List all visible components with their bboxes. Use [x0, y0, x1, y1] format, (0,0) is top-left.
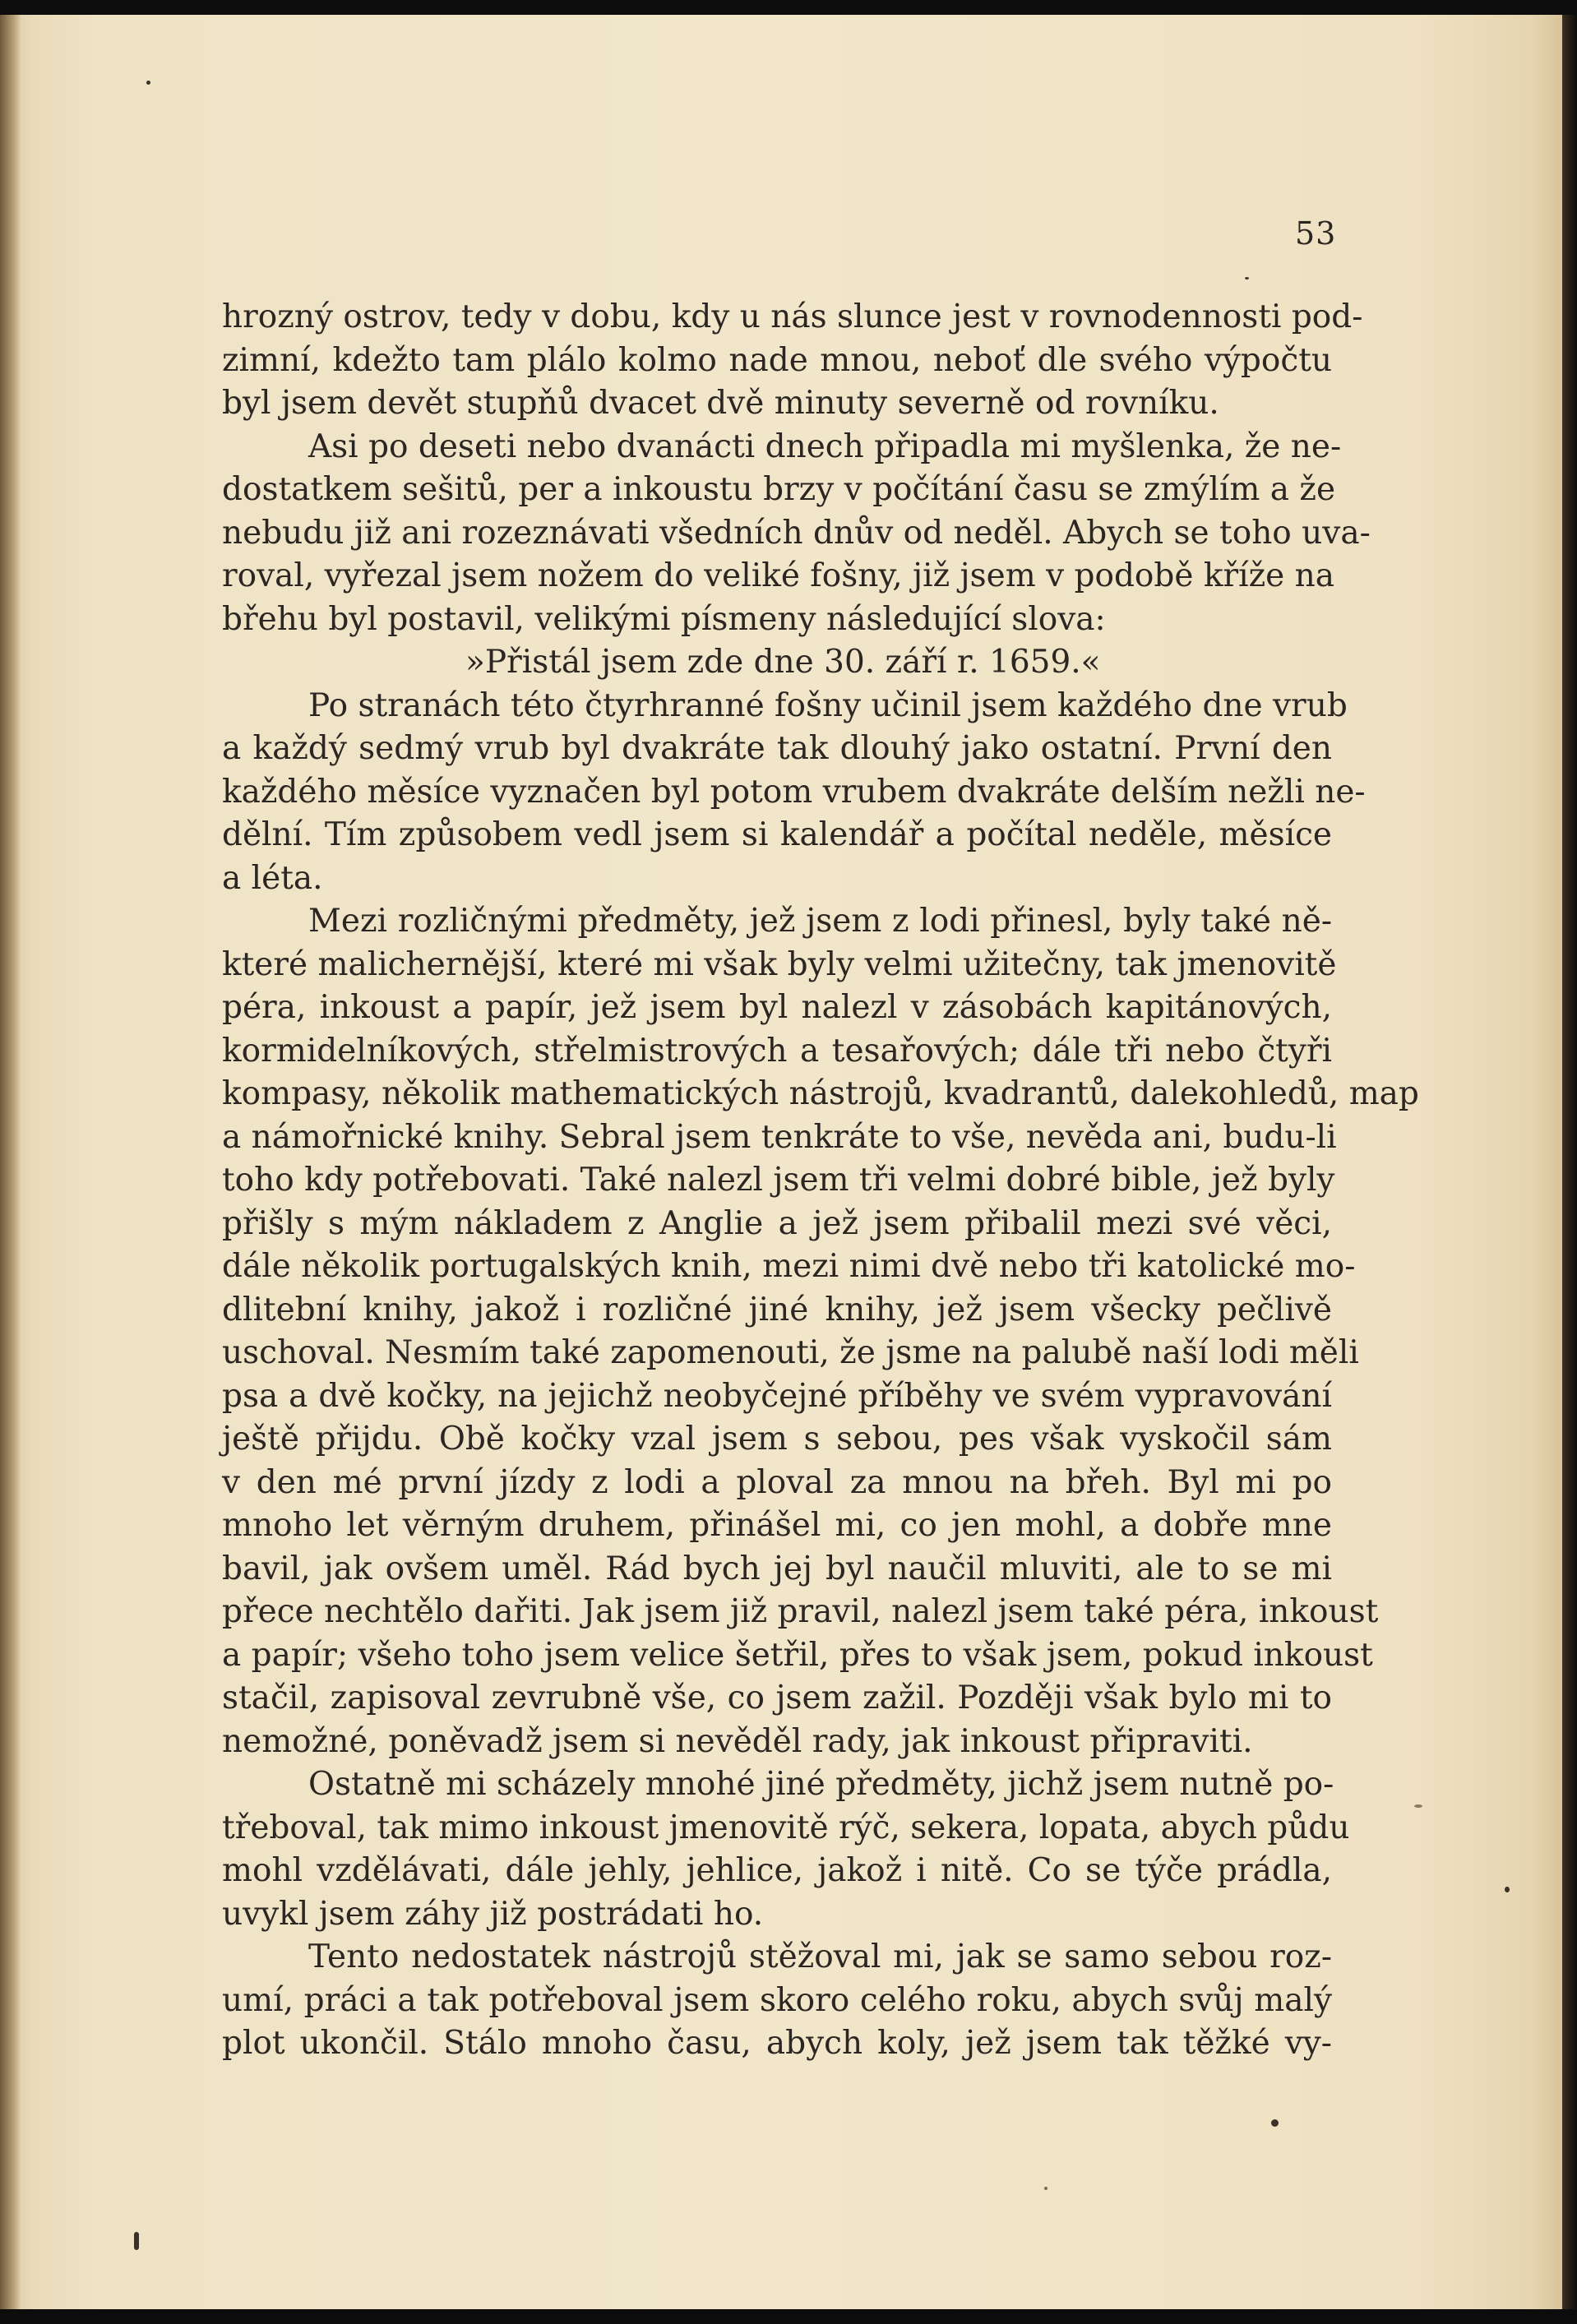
body-text: [222, 296, 1419, 2066]
page-right-edge: [1562, 15, 1577, 2309]
text-line: a každý sedmý vrub byl dvakráte tak dlouhý jako ostatní. První den: [222, 730, 1332, 767]
text-line: psa a dvě kočky, na jejichž neobyčejné příběhy ve svém vypravování: [222, 1377, 1332, 1415]
text-line: umí, práci a tak potřeboval jsem skoro celého roku, abych svůj malý: [222, 1981, 1332, 2019]
paper-speck: [1505, 1887, 1510, 1892]
text-line: bavil, jak ovšem uměl. Rád bych jej byl naučil mluviti, ale to se mi: [222, 1550, 1332, 1587]
text-line: dostatkem sešitů, per a inkoustu brzy v počítání času se zmýlím a že: [222, 471, 1336, 508]
text-line: byl jsem devět stupňů dvacet dvě minuty severně od rovníku.: [222, 385, 1219, 422]
text-line: v den mé první jízdy z lodi a ploval za mnou na břeh. Byl mi po: [222, 1463, 1332, 1501]
text-line: nemožné, poněvadž jsem si nevěděl rady, jak inkoust připraviti.: [222, 1722, 1253, 1760]
paper-speck: [1414, 1804, 1422, 1808]
text-line: a léta.: [222, 859, 323, 897]
text-line: hrozný ostrov, tedy v dobu, kdy u nás slunce jest v rovnodennosti pod-: [222, 298, 1363, 335]
text-line: třeboval, tak mimo inkoust jmenovitě rýč, sekera, lopata, abych půdu: [222, 1809, 1350, 1846]
text-line: a papír; všeho toho jsem velice šetřil, přes to však jsem, pokud inkoust: [222, 1636, 1373, 1674]
text-line: stačil, zapisoval zevrubně vše, co jsem zažil. Později však bylo mi to: [222, 1679, 1332, 1716]
text-line: kompasy, několik mathematických nástrojů, kvadrantů, dalekohledů, map: [222, 1075, 1419, 1112]
page-spine-shadow: [0, 15, 21, 2309]
paper-speck: [1245, 277, 1249, 280]
text-line: uschoval. Nesmím také zapomenouti, že jsme na palubě naší lodi měli: [222, 1334, 1359, 1371]
text-line: které malichernější, které mi však byly velmi užitečny, tak jmenovitě: [222, 945, 1337, 983]
text-line: dlitební knihy, jakož i rozličné jiné knihy, jež jsem všecky pečlivě: [222, 1291, 1332, 1328]
text-line: zimní, kdežto tam plálo kolmo nade mnou, neboť dle svého výpočtu: [222, 341, 1332, 379]
text-line: dále několik portugalských knih, mezi nimi dvě nebo tři katolické mo-: [222, 1248, 1356, 1285]
paper-speck: [134, 2232, 139, 2250]
text-line: mnoho let věrným druhem, přinášel mi, co jen mohl, a dobře mne: [222, 1507, 1332, 1544]
text-line: mohl vzdělávati, dále jehly, jehlice, jakož i nitě. Co se týče prádla,: [222, 1852, 1332, 1889]
paper-speck: [1271, 2119, 1279, 2127]
text-line: dělní. Tím způsobem vedl jsem si kalendář a počítal neděle, měsíce: [222, 816, 1332, 853]
paper-speck: [146, 81, 150, 85]
text-line: Asi po deseti nebo dvanácti dnech připadla mi myšlenka, že ne-: [308, 427, 1342, 465]
text-line: každého měsíce vyznačen byl potom vrubem dvakráte delším nežli ne-: [222, 773, 1366, 811]
text-line: Tento nedostatek nástrojů stěžoval mi, jak se samo sebou roz-: [308, 1938, 1332, 1975]
paper-speck: [1044, 2187, 1047, 2190]
page-number: 53: [1295, 215, 1337, 252]
text-line: Po stranách této čtyrhranné fošny učinil jsem každého dne vrub: [308, 686, 1348, 724]
scan-frame-top: [0, 0, 1577, 15]
scan-frame-bottom: [0, 2309, 1577, 2324]
text-line: a námořnické knihy. Sebral jsem tenkráte to vše, nevěda ani, budu-li: [222, 1118, 1337, 1156]
text-line: plot ukončil. Stálo mnoho času, abych koly, jež jsem tak těžké vy-: [222, 2025, 1332, 2062]
text-line: přece nechtělo dařiti. Jak jsem již pravil, nalezl jsem také péra, inkoust: [222, 1593, 1379, 1630]
text-line: uvykl jsem záhy již postrádati ho.: [222, 1895, 764, 1933]
text-line: kormidelníkových, střelmistrových a tesařových; dále tři nebo čtyři: [222, 1032, 1332, 1070]
text-line: nebudu již ani rozeznávati všedních dnův od neděl. Abych se toho uva-: [222, 514, 1371, 552]
text-line: ještě přijdu. Obě kočky vzal jsem s sebou, pes však vyskočil sám: [222, 1421, 1332, 1458]
text-line: břehu byl postavil, velikými písmeny následující slova:: [222, 600, 1106, 638]
text-line: péra, inkoust a papír, jež jsem byl nalezl v zásobách kapitánových,: [222, 989, 1332, 1026]
text-line: přišly s mým nákladem z Anglie a jež jsem přibalil mezi své věci,: [222, 1204, 1332, 1242]
text-line: toho kdy potřebovati. Také nalezl jsem tři velmi dobré bible, jež byly: [222, 1162, 1335, 1199]
text-line: Mezi rozličnými předměty, jež jsem z lodi přinesl, byly také ně-: [308, 903, 1332, 940]
text-line: Ostatně mi scházely mnohé jiné předměty, jichž jsem nutně po-: [308, 1766, 1334, 1803]
text-line: »Přistál jsem zde dne 30. září r. 1659.«: [465, 644, 1101, 681]
text-line: roval, vyřezal jsem nožem do veliké fošny, již jsem v podobě kříže na: [222, 557, 1334, 594]
